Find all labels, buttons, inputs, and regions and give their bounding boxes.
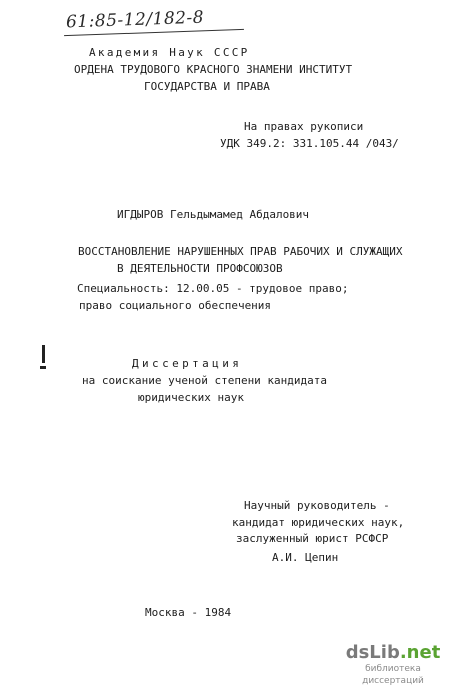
author-name: ИГДЫРОВ Гельдымамед Абдалович (117, 208, 310, 221)
supervisor-line3: заслуженный юрист РСФСР (236, 532, 389, 545)
handwritten-archive-number: 61:85-12/182-8 (65, 7, 205, 33)
watermark-logo (341, 643, 445, 663)
academy-name: Академия Наук СССР (89, 46, 250, 59)
degree-line1: на соискание ученой степени кандидата (82, 374, 328, 387)
watermark-subtitle: библиотека диссертаций (362, 664, 424, 686)
thesis-title-line1: ВОССТАНОВЛЕНИЕ НАРУШЕННЫХ ПРАВ РАБОЧИХ И СЛУЖАЩИХ (78, 245, 403, 258)
supervisor-name: А.И. Цепин (272, 551, 339, 564)
specialty-line1: Специальность: 12.00.05 - трудовое право; (77, 282, 349, 295)
watermark-logo-suffix: .net (399, 642, 441, 663)
watermark (341, 643, 445, 687)
margin-mark (42, 345, 45, 363)
udk-code: УДК 349.2: 331.105.44 /043/ (220, 137, 399, 150)
degree-line2: юридических наук (138, 391, 244, 404)
manuscript-rights: На правах рукописи (244, 120, 364, 133)
watermark-logo-prefix: dsLib (345, 642, 400, 663)
institute-name-line1: ОРДЕНА ТРУДОВОГО КРАСНОГО ЗНАМЕНИ ИНСТИТУТ (74, 63, 353, 76)
institute-name-line2: ГОСУДАРСТВА И ПРАВА (144, 80, 270, 93)
specialty-line2: право социального обеспечения (79, 299, 272, 312)
supervisor-line1: Научный руководитель - (244, 499, 390, 512)
city-year: Москва - 1984 (145, 606, 232, 619)
margin-mark-dot (40, 366, 46, 369)
supervisor-line2: кандидат юридических наук, (232, 516, 405, 529)
thesis-title-line2: В ДЕЯТЕЛЬНОСТИ ПРОФСОЮЗОВ (117, 262, 283, 275)
dissertation-heading: Диссертация (132, 357, 243, 370)
